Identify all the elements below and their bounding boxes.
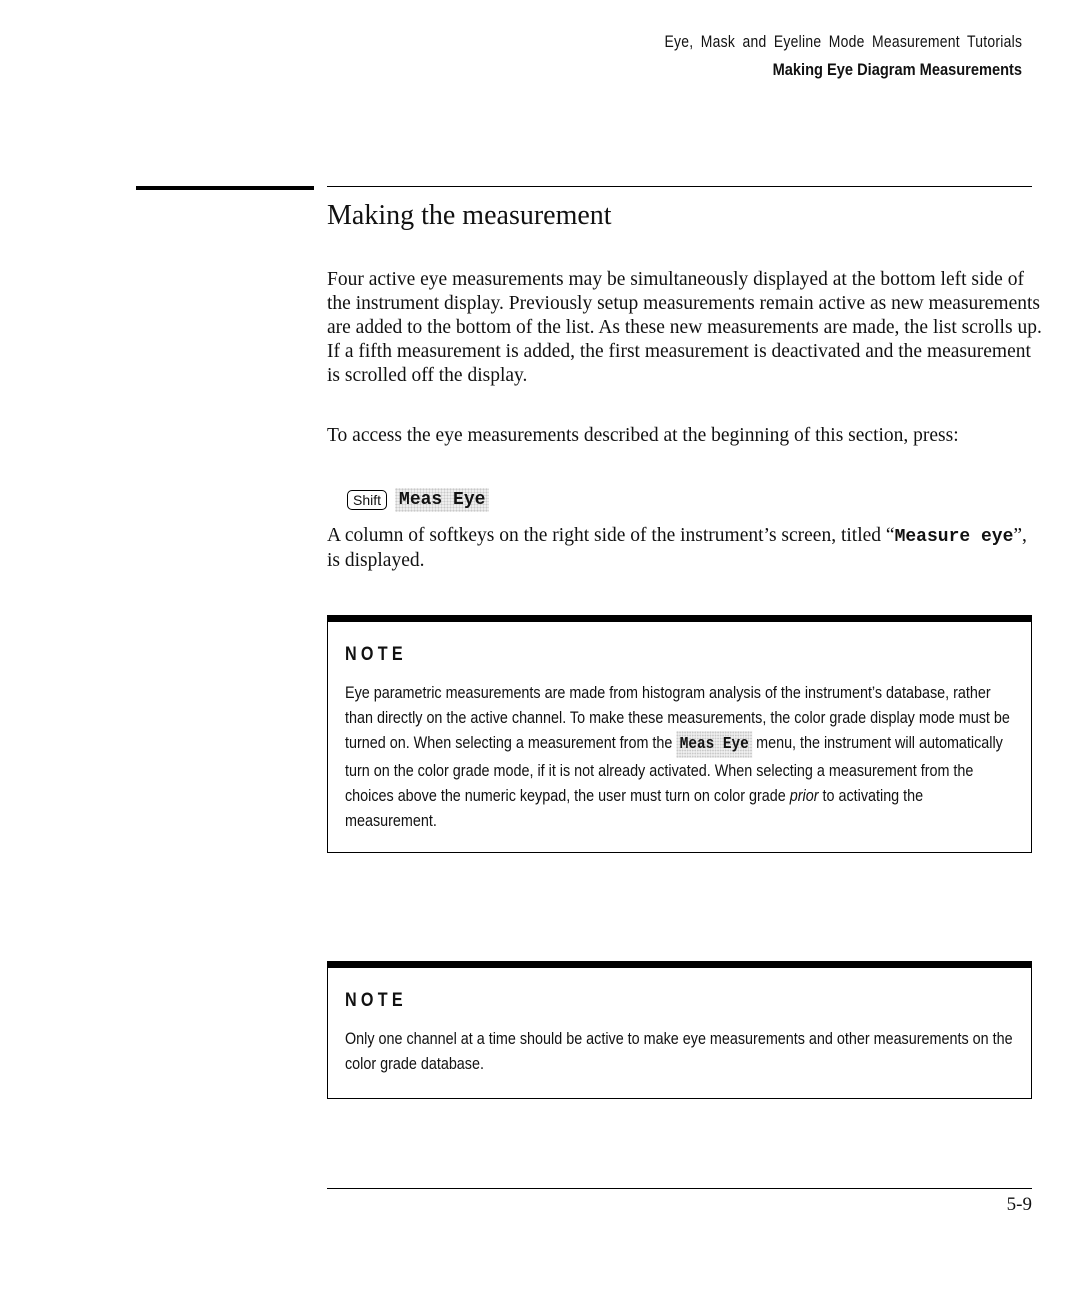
note1-meas-eye-softkey: Meas Eye [676, 731, 752, 758]
note1-text-a: Eye parametric measurements are made from histogram analysis of the instrument’s database, rather than directly on the active channel. To make these measurements, the color grade display mode must be turned on. When selecting a measurement from the [345, 683, 1010, 752]
note-text: Only one channel at a time should be active to make eye measurements and other measurements on the color grade database. [345, 1029, 1013, 1073]
p3-text-before: A column of softkeys on the right side of the instrument’s screen, titled “ [327, 525, 895, 546]
key-sequence [347, 486, 489, 514]
paragraph-softkey-column [327, 524, 1043, 573]
paragraph-access-instructions: To access the eye measurements described at the beginning of this section, press: [327, 425, 959, 446]
note-box-single-channel [327, 961, 1032, 1099]
measure-eye-menu-title: Measure eye [894, 527, 1014, 547]
note1-emphasis: prior [789, 786, 819, 805]
paragraph-active-measurements: Four active eye measurements may be simultaneously displayed at the bottom left side of the instrument display. Previously setup measurements remain active as new measurements are added to the bottom of the list. As these new measurements are made, the list scrolls up. If a fifth measurement is added, the first measurement is deactivated and the measurement is scrolled off the display. [327, 269, 1042, 386]
note-text [345, 680, 1013, 833]
footer-rule [327, 1188, 1032, 1189]
section-rule-thick [136, 186, 314, 190]
page-number: 5-9 [1006, 1194, 1032, 1215]
running-header-section: Making Eye Diagram Measurements [772, 60, 1022, 79]
meas-eye-softkey: Meas Eye [395, 488, 489, 512]
note-label: NOTE [345, 990, 407, 1011]
note-label: NOTE [345, 644, 407, 665]
section-title: Making the measurement [327, 200, 612, 231]
shift-hardkey: Shift [347, 490, 387, 510]
running-header-chapter: Eye, Mask and Eyeline Mode Measurement Tutorials [664, 32, 1022, 51]
note1-text-b: menu, the instrument will automatically turn on the color grade mode, if it is not already activated. When selecting a measurement from the choices above the numeric keypad, the user must turn on color grade [345, 733, 1003, 805]
p3-text-after: ”, is displayed. [327, 525, 1027, 571]
note-box-color-grade [327, 615, 1032, 853]
note1-text-c: to activating the measurement. [345, 786, 924, 830]
section-rule-thin [327, 186, 1032, 187]
